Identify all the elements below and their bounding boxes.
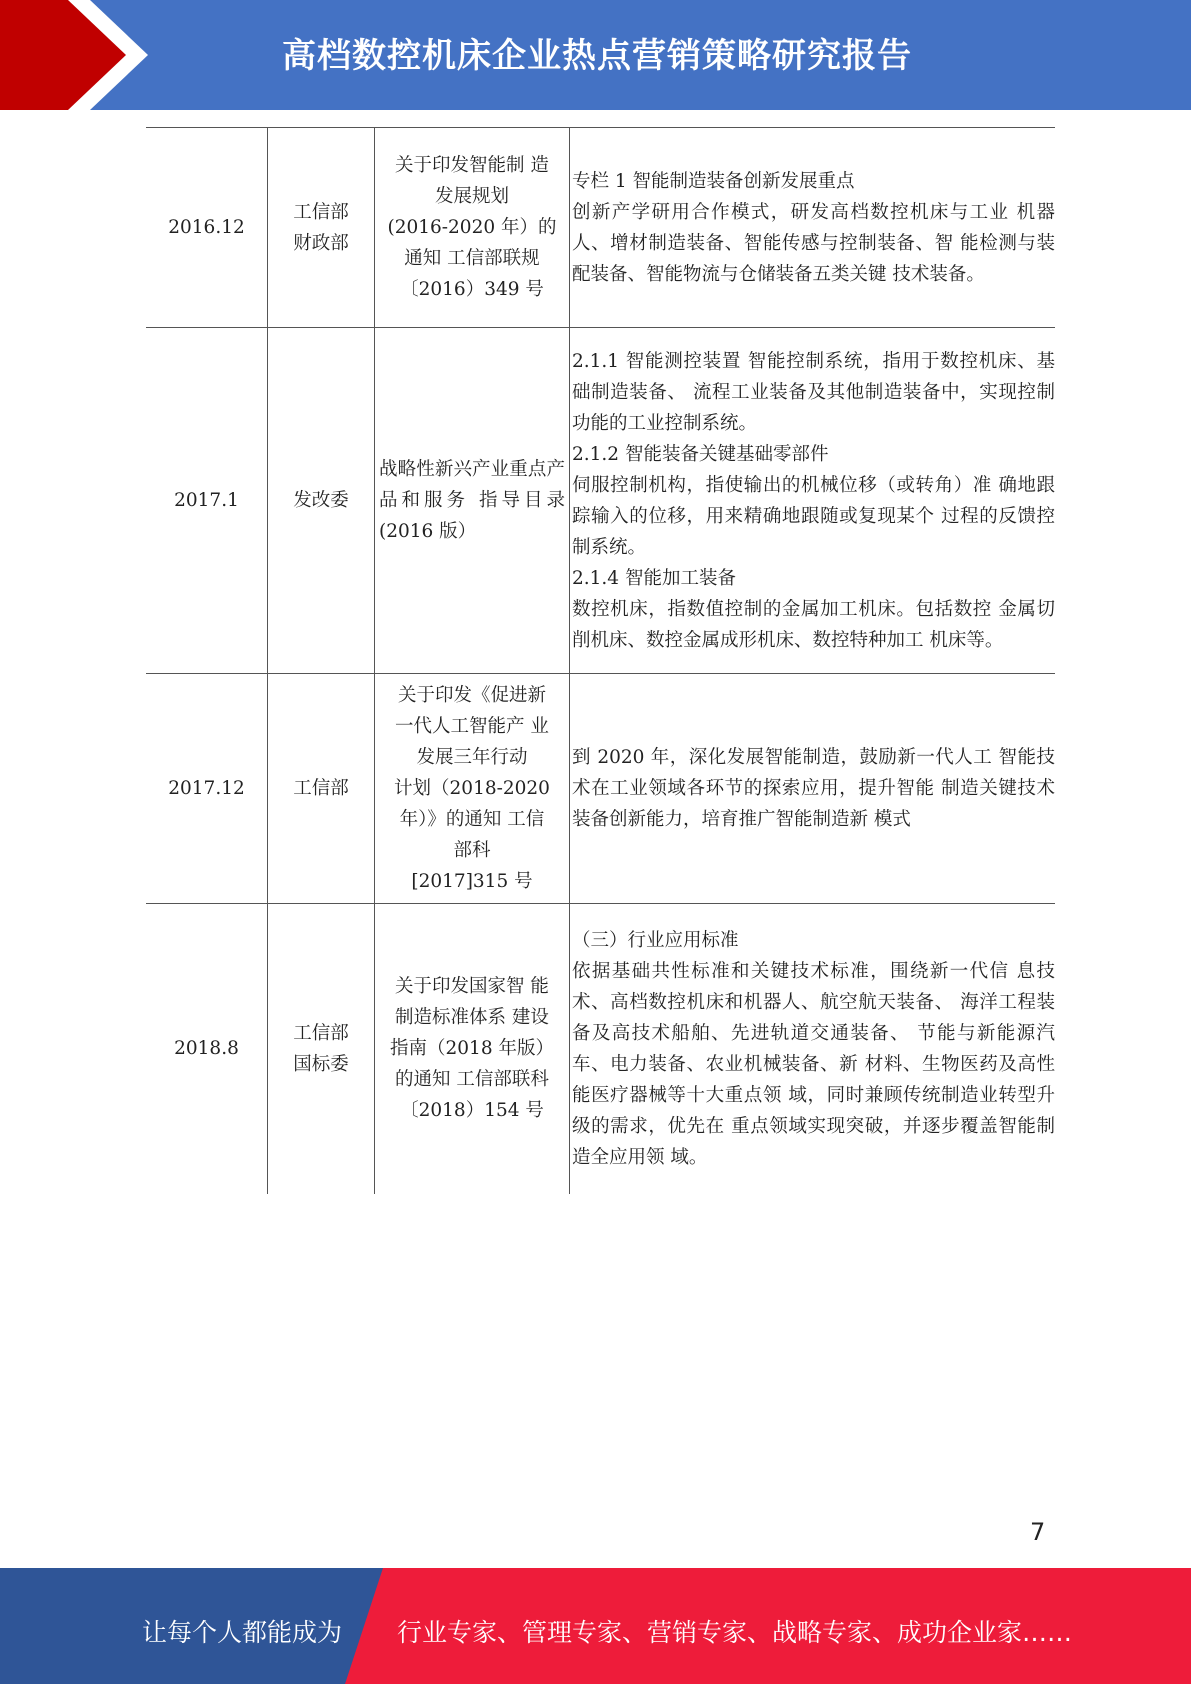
document-line: 〔2016）349 号 — [400, 279, 544, 300]
document-cell — [375, 904, 570, 1194]
policy-table — [146, 127, 1055, 1194]
content-paragraph: 依据基础共性标准和关键技术标准，围绕新一代信 息技术、高档数控机床和机器人、航空航天装备、 海洋工程装备及高技术船舶、先进轨道交通装备、 节能与新能源汽车、电力装备、农业机械装备、新 材料、生物医药及高性能医疗器械等十大重点领 域，同时兼顾传统制造业转型升级的需求，优先在 重点领域实现突破，并逐步覆盖智能制造全应用领 域。 — [572, 960, 1055, 1168]
content-cell — [570, 904, 1056, 1194]
document-line: 发展规划 — [434, 186, 509, 207]
document-line: 通知 工信部联规 — [404, 248, 540, 269]
document-line: [2017]315 号 — [411, 871, 533, 892]
content-paragraph: 专栏 1 智能制造装备创新发展重点 — [572, 170, 855, 192]
content-paragraph: 2.1.1 智能测控装置 智能控制系统，指用于数控机床、基础制造装备、 流程工业装备及其他制造装备中，实现控制功能的工业控制系统。 — [572, 350, 1055, 434]
content-paragraph: 数控机床，指数值控制的金属加工机床。包括数控 金属切削机床、数控金属成形机床、数控特种加工 机床等。 — [572, 598, 1055, 651]
page-header — [0, 0, 1191, 110]
department-line: 工信部 — [293, 201, 349, 223]
page-footer — [0, 1568, 1191, 1684]
document-line: 年）》的通知 工信 — [399, 809, 545, 830]
document-line: 关于印发智能制 造 — [395, 155, 549, 176]
department-cell — [268, 904, 375, 1194]
department-line: 国标委 — [293, 1053, 349, 1075]
content-paragraph: 创新产学研用合作模式，研发高档数控机床与工业 机器人、增材制造装备、智能传感与控制装备、智 能检测与装配装备、智能物流与仓储装备五类关键 技术装备。 — [572, 201, 1055, 285]
content-cell — [570, 128, 1056, 328]
document-line: 关于印发国家智 能 — [395, 976, 549, 998]
document-line: (2016-2020 年）的 — [387, 217, 557, 238]
document-line: 的通知 工信部联科 — [395, 1069, 549, 1091]
department-line: 财政部 — [293, 232, 349, 254]
department-cell — [268, 328, 375, 674]
document-line: 一代人工智能产 业 — [395, 716, 549, 737]
document-cell — [375, 128, 570, 328]
document-line: 关于印发《促进新 — [397, 685, 546, 706]
table-row — [146, 128, 1055, 328]
table-row — [146, 674, 1055, 904]
document-line: 〔2018）154 号 — [400, 1100, 544, 1122]
document-line: 制造标准体系 建设 — [395, 1007, 549, 1029]
document-line: 战略性新兴产业重点产品和服务 指导目录(2016 版） — [379, 459, 565, 542]
content-paragraph: 伺服控制机构，指使输出的机械位移（或转角）准 确地跟踪输入的位移，用来精确地跟随或复现某个 过程的反馈控制系统。 — [572, 474, 1055, 558]
document-line: 部科 — [453, 840, 491, 861]
footer-slogan-right: 行业专家、管理专家、营销专家、战略专家、成功企业家…… — [397, 1618, 1073, 1647]
date-cell: 2018.8 — [174, 1038, 239, 1060]
department-line: 工信部 — [293, 1022, 349, 1044]
table-row — [146, 904, 1055, 1194]
department-line: 发改委 — [293, 490, 349, 511]
department-cell — [268, 674, 375, 904]
footer-slogan-left: 让每个人都能成为 — [142, 1618, 343, 1647]
department-cell — [268, 128, 375, 328]
document-cell — [375, 674, 570, 904]
date-cell: 2016.12 — [168, 217, 245, 238]
content-paragraph: 2.1.2 智能装备关键基础零部件 — [572, 443, 829, 465]
department-line: 工信部 — [293, 778, 349, 799]
content-paragraph: 2.1.4 智能加工装备 — [572, 567, 736, 589]
content-cell — [570, 674, 1056, 904]
document-line: 指南（2018 年版） — [390, 1038, 554, 1060]
date-cell: 2017.12 — [168, 778, 245, 799]
document-line: 计划（2018-2020 — [394, 778, 550, 799]
table-row — [146, 328, 1055, 674]
document-line: 发展三年行动 — [416, 747, 528, 768]
content-paragraph: 到 2020 年，深化发展智能制造，鼓励新一代人工 智能技术在工业领域各环节的探索应用，提升智能 制造关键技术装备创新能力，培育推广智能制造新 模式 — [572, 747, 1055, 830]
content-paragraph: （三）行业应用标准 — [572, 929, 739, 951]
document-title: 高档数控机床企业热点营销策略研究报告 — [282, 36, 912, 76]
date-cell: 2017.1 — [174, 490, 239, 511]
document-cell — [375, 328, 570, 674]
page-number: 7 — [1030, 1518, 1046, 1546]
content-cell — [570, 328, 1056, 674]
